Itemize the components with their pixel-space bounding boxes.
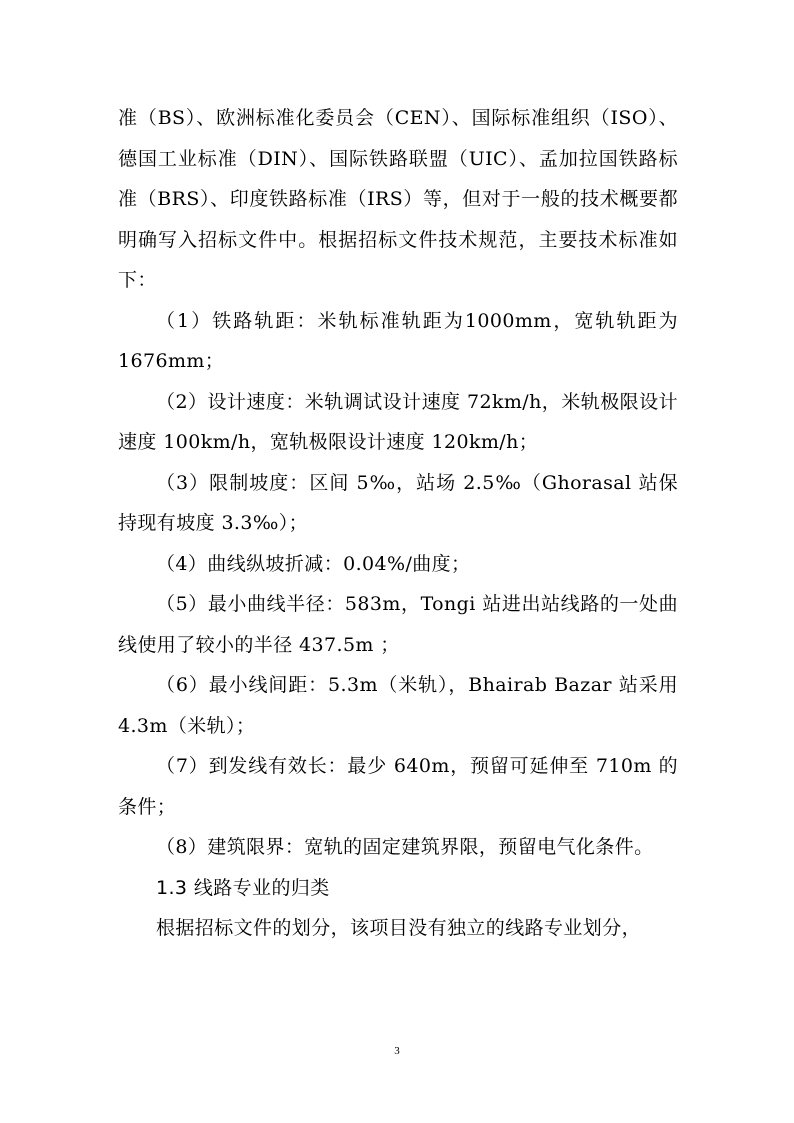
page-number: 3 <box>394 1045 400 1057</box>
intro-paragraph: 准（BS）、欧洲标准化委员会（CEN）、国际标准组织（ISO）、德国工业标准（DIN）、国际铁路联盟（UIC）、孟加拉国铁路标准（BRS）、印度铁路标准（IRS）等，但对于一般的技术概要都明确写入招标文件中。根据招标文件技术规范，主要技术标准如下： <box>118 107 678 291</box>
document-body <box>118 98 678 949</box>
section-heading: 1.3 线路专业的归类 <box>156 876 330 899</box>
standard-item-7: （7）到发线有效长：最少 640m，预留可延伸至 710m 的条件； <box>118 755 678 818</box>
standard-item-5: （5）最小曲线半径：583m，Tongi 站进出站线路的一处曲线使用了较小的半径 437.5m ； <box>118 593 678 656</box>
standard-item-3: （3）限制坡度：区间 5‰，站场 2.5‰（Ghorasal 站保持现有坡度 3.3‰）； <box>118 471 678 534</box>
standard-item-2: （2）设计速度：米轨调试设计速度 72km/h，米轨极限设计速度 100km/h，宽轨极限设计速度 120km/h； <box>118 390 678 453</box>
standard-item-8: （8）建筑限界：宽轨的固定建筑界限，预留电气化条件。 <box>156 836 654 858</box>
standard-item-6: （6）最小线间距：5.3m（米轨），Bhairab Bazar 站采用 4.3m（米轨）； <box>118 674 678 737</box>
standard-item-1: （1）铁路轨距：米轨标准轨距为1000mm，宽轨轨距为1676mm； <box>118 309 678 372</box>
last-paragraph: 根据招标文件的划分，该项目没有独立的线路专业划分， <box>156 917 642 939</box>
standard-item-4: （4）曲线纵坡折减：0.04%/曲度； <box>156 552 471 575</box>
